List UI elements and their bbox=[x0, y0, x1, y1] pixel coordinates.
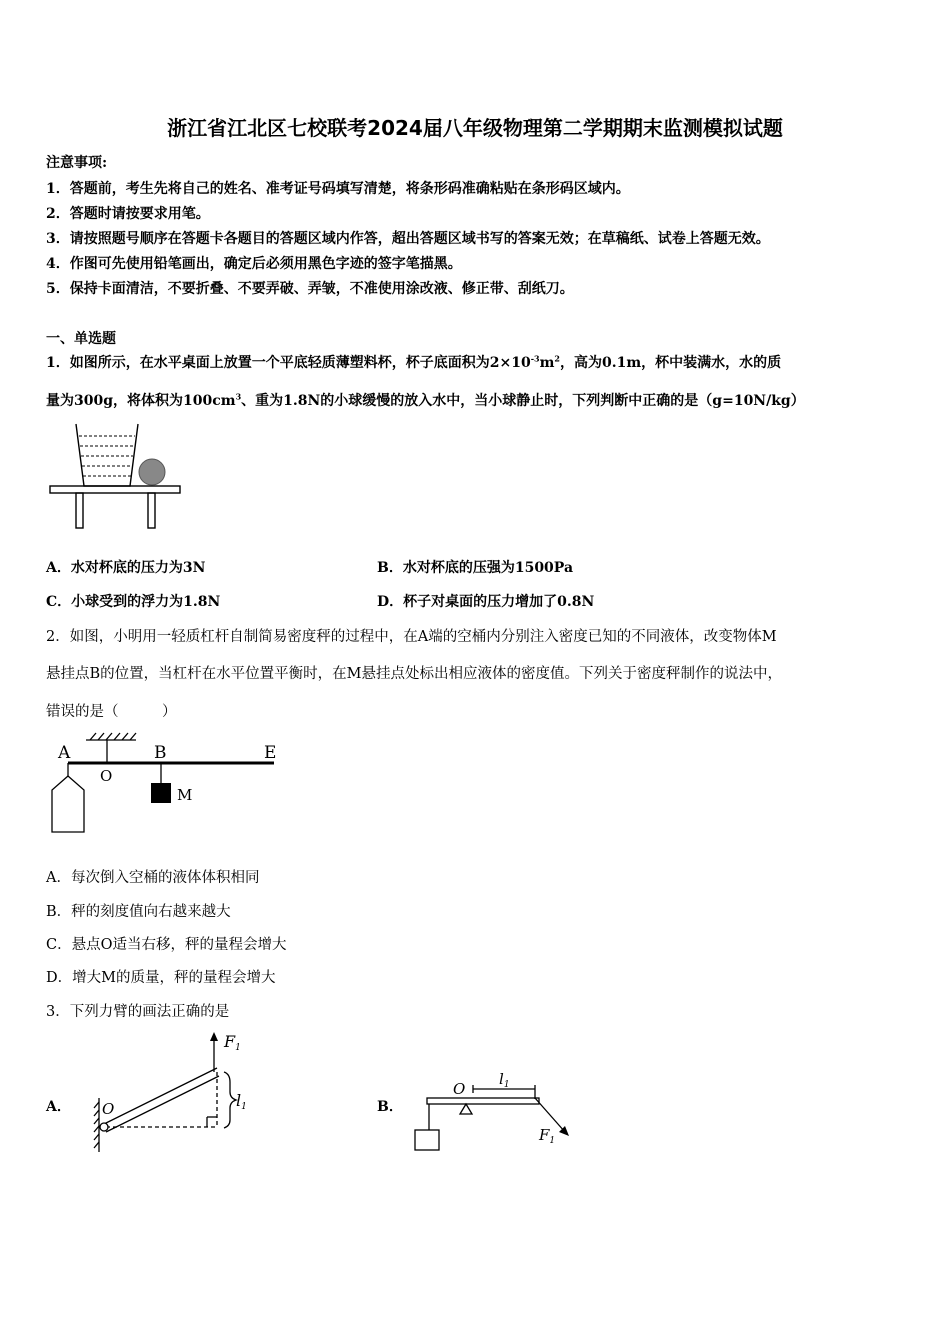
notice-item: 1．答题前，考生先将自己的姓名、准考证号码填写清楚，将条形码准确粘贴在条形码区域内。 bbox=[46, 181, 630, 197]
q3-stem: 3．下列力臂的画法正确的是 bbox=[46, 1004, 230, 1020]
svg-text:O: O bbox=[102, 1100, 115, 1118]
notice-item: 5．保持卡面清洁，不要折叠、不要弄破、弄皱，不准使用涂改液、修正带、刮纸刀。 bbox=[46, 281, 574, 297]
q2-lever-figure bbox=[46, 728, 286, 838]
label-o: O bbox=[100, 767, 113, 785]
q2-stem-line2: 悬挂点B的位置，当杠杆在水平位置平衡时，在M悬挂点处标出相应液体的密度值。下列关于密度秤制作的说法中， bbox=[46, 666, 782, 682]
label-m: M bbox=[177, 786, 193, 804]
q1-option-c: C．小球受到的浮力为1.8N bbox=[46, 594, 221, 610]
q1-option-b: B．水对杯底的压强为1500Pa bbox=[377, 560, 574, 576]
q1-option-a: A．水对杯底的压力为3N bbox=[46, 560, 206, 576]
q2-option-d: D．增大M的质量，秤的量程会增大 bbox=[46, 970, 276, 986]
q3-option-a-label: A． bbox=[46, 1099, 71, 1115]
svg-text:l1: l1 bbox=[236, 1091, 247, 1112]
notice-item: 3．请按照题号顺序在答题卡各题目的答题区域内作答，超出答题区域书写的答案无效；在草稿纸、试卷上答题无效。 bbox=[46, 231, 770, 247]
notice-item: 2．答题时请按要求用笔。 bbox=[46, 206, 210, 222]
q2-stem-line1: 2．如图，小明用一轻质杠杆自制简易密度秤的过程中，在A端的空桶内分别注入密度已知的不同液体，改变物体M bbox=[46, 629, 777, 645]
page-title: 浙江省江北区七校联考2024届八年级物理第二学期期末监测模拟试题 bbox=[167, 116, 783, 140]
q1-figure bbox=[46, 420, 186, 532]
notice-item: 4．作图可先使用铅笔画出，确定后必须用黑色字迹的签字笔描黑。 bbox=[46, 256, 462, 272]
svg-text:F1: $F_1$ bbox=[539, 1126, 556, 1146]
q2-option-a: A．每次倒入空桶的液体体积相同 bbox=[46, 870, 260, 886]
q2-stem-line3: 错误的是（ ） bbox=[46, 704, 177, 720]
section-heading: 一、单选题 bbox=[46, 331, 116, 347]
q3-figure-a bbox=[90, 1030, 260, 1158]
q1-stem-line2: 量为300g，将体积为$100cm^3$、重为1.8N的小球缓慢的放入水中，当小球静止时，下列判断中正确的是（g=10N/kg） bbox=[46, 391, 805, 409]
q2-option-c: C．悬点O适当右移，秤的量程会增大 bbox=[46, 937, 287, 953]
label-b: B bbox=[154, 743, 167, 763]
notice-heading: 注意事项: bbox=[46, 155, 108, 171]
q2-option-b: B．秤的刻度值向右越来越大 bbox=[46, 904, 231, 920]
q1-stem-line1: 1．如图所示，在水平桌面上放置一个平底轻质薄塑料杯，杯子底面积为$2\times 10^{-3}m^2$，高为0.1m，杯中装满水，水的质 bbox=[46, 353, 782, 371]
svg-text:l1: $l_1$ bbox=[499, 1070, 510, 1090]
q3-figure-b bbox=[405, 1062, 580, 1156]
q3-option-b-label: B． bbox=[377, 1099, 403, 1115]
label-e: E bbox=[264, 743, 277, 763]
svg-text:O: O bbox=[453, 1080, 466, 1098]
label-a: A bbox=[58, 743, 71, 763]
q1-option-d: D．杯子对桌面的压力增加了0.8N bbox=[377, 594, 595, 610]
svg-text:F1: F1 bbox=[224, 1032, 241, 1053]
